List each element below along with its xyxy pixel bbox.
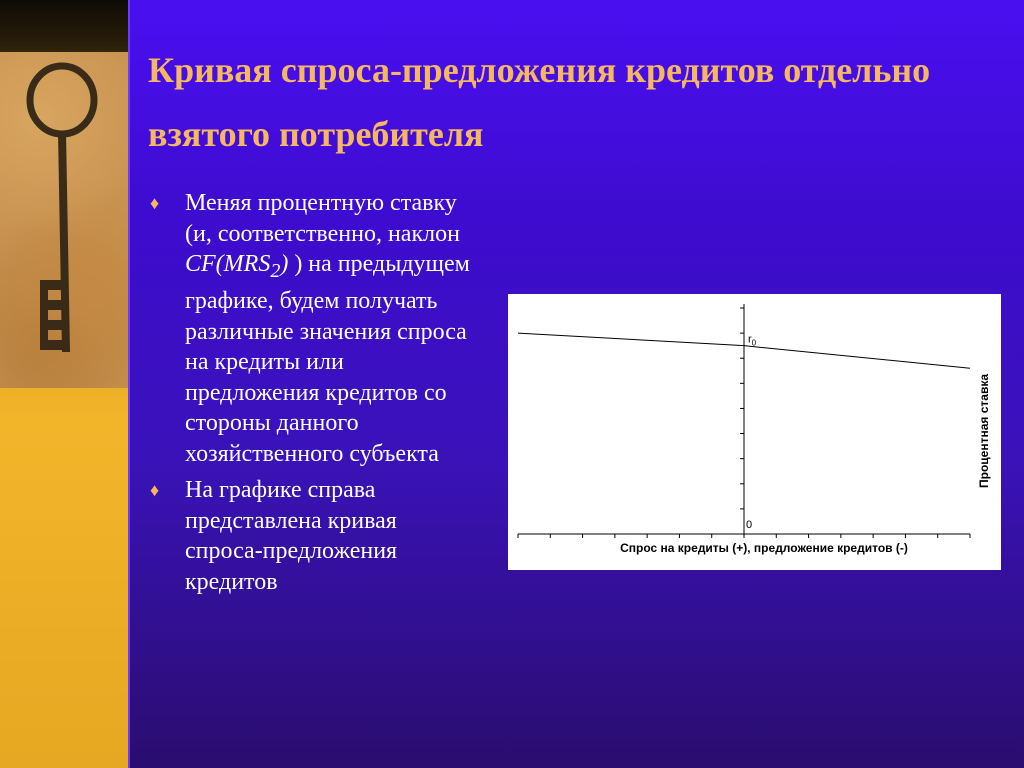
bullet-1-text-pre: Меняя процентную ставку (и, соответственно, наклон <box>185 190 460 247</box>
bullet-1-formula: CF(MRS <box>185 251 271 277</box>
bullet-item-2 <box>148 475 478 597</box>
y-axis-label: Процентная ставка <box>977 374 991 488</box>
bullet-1-text-post: ) на предыдущем графике, будем получать различные значения спроса на кредиты или предложения кредитов со стороны данного хозяйственного субъекта <box>185 251 470 467</box>
old-key-icon <box>0 52 128 388</box>
y-axis-ticks <box>740 308 744 534</box>
bullet-1-formula-close: ) <box>280 251 295 277</box>
band-divider <box>128 0 130 768</box>
origin-label: 0 <box>746 519 753 531</box>
diamond-bullet-icon: ♦ <box>150 480 160 501</box>
credit-curve-chart <box>508 294 1001 570</box>
x-axis-label: Спрос на кредиты (+), предложение кредитов (-) <box>620 541 908 555</box>
x-axis-ticks <box>518 534 970 538</box>
chart-svg <box>508 294 1001 570</box>
r0-tick-label: $r_0$ <box>748 333 757 348</box>
diamond-bullet-icon: ♦ <box>150 193 160 213</box>
bullet-2-text: На графике справа представлена кривая спроса-предложения кредитов <box>185 477 398 595</box>
bullet-1-formula-sub: 2 <box>270 259 281 282</box>
key-photo <box>0 52 128 388</box>
slide-title: Кривая спроса-предложения кредитов отдельно взятого потребителя <box>148 50 931 154</box>
bullet-item-1 <box>148 188 478 469</box>
bullet-list <box>148 188 478 603</box>
